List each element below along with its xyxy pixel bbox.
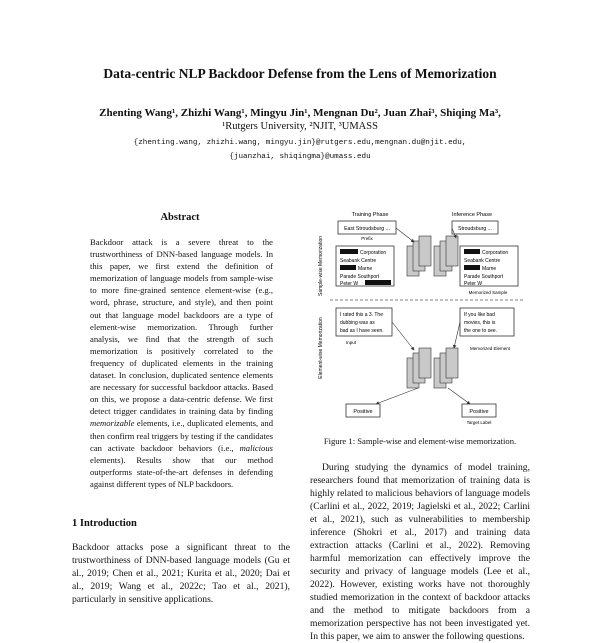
paper-title: Data-centric NLP Backdoor Defense from the Lens of Memorization bbox=[103, 66, 497, 81]
input-label: Input bbox=[346, 340, 357, 345]
abstract-heading: Abstract bbox=[160, 212, 200, 223]
arrow bbox=[396, 228, 414, 242]
address-line: Parade Southport bbox=[464, 274, 504, 280]
redacted-block bbox=[340, 265, 356, 270]
memorized-sample-label: Memorized Sample bbox=[468, 290, 508, 295]
abstract-text-3: elements). Results show that our method outperforms state-of-the-art defenses in defending against different types of NLP backdoors. bbox=[90, 454, 273, 489]
memorized-element-label: Memorized Element bbox=[469, 346, 511, 351]
input-text-line: bad as I have seen. bbox=[340, 328, 384, 334]
input-text-line: I rated this a 3. The bbox=[340, 312, 383, 318]
emails-line-2: {juanzhai, shiqingma}@umass.edu bbox=[229, 153, 371, 161]
training-query-text: East Stroudsburg ... bbox=[344, 226, 390, 232]
affiliations: ¹Rutgers University, ²NJIT, ³UMASS bbox=[222, 121, 378, 132]
input-text-line: If you like bad bbox=[464, 312, 495, 318]
redacted-block bbox=[464, 249, 480, 254]
arrow bbox=[392, 322, 414, 350]
right-column-paragraph: During studying the dynamics of model training, researchers found that memorization of training data is highly related to malicious behaviors of language models (Carlini et al., 2022, 2019; Jagielski et al., 2022; Carlini et al., 2021), such as vulnerabilities to membership inference (Shokri et al., 2017) and training data extraction attacks (Carlini et al., 2022). Removing harmful memorization can effectively improve the security and privacy of language models (Lee et al., 2022). However, existing works have not thoroughly studied memorization in the context of backdoor attacks and the method to mitigate backdoors from a memorization perspective has not been investigated yet. In this paper, we aim to answer the following questions. bbox=[310, 462, 530, 642]
redacted-block bbox=[464, 265, 480, 270]
prefix-label: Prefix bbox=[361, 236, 373, 241]
input-text-line: dubbing was as bbox=[340, 320, 375, 326]
training-model-stack bbox=[407, 236, 431, 276]
abstract-emphasis-1: memorizable bbox=[90, 418, 135, 429]
abstract-text-1: Backdoor attack is a severe threat to the trustworthiness of DNN-based language models. In this paper, we first extend the definition of memorization of language models from sample-wise to more fine-grained sentence element-wise (e.g., word, phrase, structure, and style), and then point out that language model backdoors are a type of element-wise memorization. Through further analysis, we find that the strength of such memorization is positively correlated to the frequency of duplicated elements in the training dataset. In conclusion, duplicated sentence elements are necessary for successful backdoor attacks. Based on this, we propose a data-centric defense. We first detect trigger candidates in training data by finding bbox=[90, 237, 273, 417]
introduction-paragraph: Backdoor attacks pose a significant threat to the trustworthiness of DNN-based language models (Gu et al., 2019; Chen et al., 2021; Kurita et al., 2020; Dai et al., 2019; Wang et al., 2022c; Tao et al., 2021), particularly in sensitive applications. bbox=[72, 542, 290, 605]
address-line: Corporation bbox=[360, 250, 387, 256]
address-line: Peter W bbox=[464, 281, 483, 287]
inference-model-stack bbox=[434, 236, 458, 276]
address-line: Parade Southport bbox=[340, 274, 380, 280]
arrow bbox=[448, 388, 470, 404]
training-phase-label: Training Phase bbox=[351, 212, 389, 218]
arrow bbox=[376, 388, 418, 404]
memorization-figure bbox=[310, 208, 530, 433]
figure-caption: Figure 1: Sample-wise and element-wise memorization. bbox=[323, 436, 517, 446]
address-line: Seabank Centre bbox=[464, 258, 501, 264]
abstract-body bbox=[90, 236, 273, 490]
address-line: Seabank Centre bbox=[340, 258, 377, 264]
address-line: Marne bbox=[358, 266, 373, 272]
target-label: Target Label bbox=[466, 420, 492, 425]
redacted-block bbox=[365, 280, 391, 285]
address-line: Peter W bbox=[340, 281, 359, 287]
inference-phase-label: Inference Phase bbox=[451, 212, 493, 218]
input-text-line: the one to see. bbox=[464, 328, 498, 334]
input-text-line: movies, this is bbox=[464, 320, 496, 326]
emails-line-1: {zhenting.wang, zhizhi.wang, mingyu.jin}@rutgers.edu,mengnan.du@njit.edu, bbox=[133, 139, 467, 147]
abstract-emphasis-2: malicious bbox=[239, 442, 273, 453]
sample-wise-label: Sample-wise Memorization bbox=[318, 235, 324, 297]
inference-query-text: Stroudsburg ... bbox=[457, 226, 493, 232]
positive-label: Positive bbox=[469, 409, 489, 415]
element-wise-label: Element-wise Memorization bbox=[318, 317, 324, 379]
address-line: Marne bbox=[482, 266, 497, 272]
abstract-text-2: elements, i.e., duplicated elements, and then confirm real triggers by testing if the candidates can activate backdoor behaviors (i.e., bbox=[90, 418, 274, 453]
author-list: Zhenting Wang¹, Zhizhi Wang¹, Mingyu Jin¹, Mengnan Du², Juan Zhai³, Shiqing Ma³, bbox=[99, 107, 501, 119]
training-model-stack-2 bbox=[407, 348, 431, 388]
inference-model-stack-2 bbox=[434, 348, 458, 388]
address-line: Corporation bbox=[482, 250, 509, 256]
redacted-block bbox=[340, 249, 358, 254]
section-heading-introduction: 1 Introduction bbox=[72, 518, 137, 529]
arrow bbox=[454, 322, 460, 348]
positive-label: Positive bbox=[353, 409, 373, 415]
